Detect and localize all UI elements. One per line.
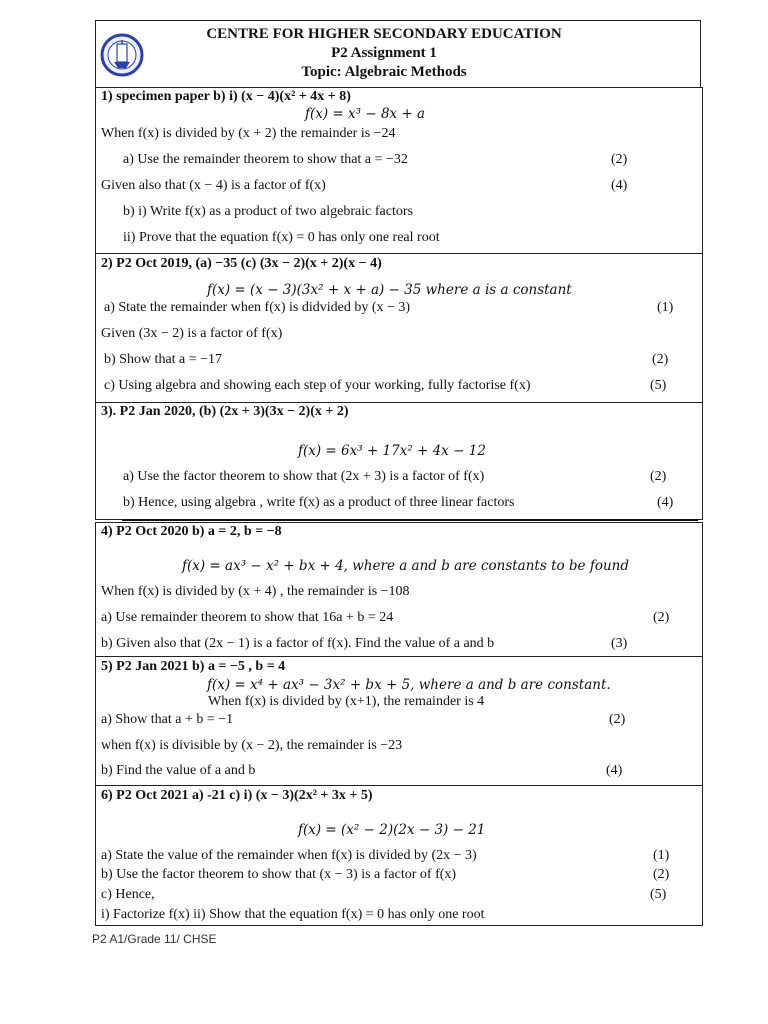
- q1-given-marks: (4): [611, 178, 628, 193]
- q2-part-a: a) State the remainder when f(x) is didvided by (x − 3): [104, 300, 411, 315]
- q2-function: f(x) = (x − 3)(3x² + x + a) − 35 where a is a constant: [207, 282, 572, 298]
- q1-function: f(x) = x³ − 8x + a: [305, 106, 426, 122]
- q4-part-b: b) Given also that (2x − 1) is a factor of f(x). Find the value of a and b: [101, 636, 495, 651]
- q6-title: 6) P2 Oct 2021 a) -21 c) i) (x − 3)(2x² + 3x + 5): [101, 788, 373, 803]
- q1-part-a: a) Use the remainder theorem to show that a = −32: [123, 152, 408, 167]
- q4-title: 4) P2 Oct 2020 b) a = 2, b = −8: [101, 524, 282, 539]
- q2-part-c-marks: (5): [650, 378, 667, 393]
- q2-title: 2) P2 Oct 2019, (a) −35 (c) (3x − 2)(x + 2)(x − 4): [101, 256, 382, 271]
- q5-line2: when f(x) is divisible by (x − 2), the remainder is −23: [101, 738, 403, 753]
- q6-part-a: a) State the value of the remainder when f(x) is divided by (2x − 3): [101, 848, 477, 863]
- q2-part-b-marks: (2): [652, 352, 669, 367]
- q3-part-b: b) Hence, using algebra , write f(x) as a product of three linear factors: [123, 495, 515, 510]
- q6-function: f(x) = (x² − 2)(2x − 3) − 21: [298, 822, 486, 838]
- q2-part-b: b) Show that a = −17: [104, 352, 223, 367]
- q6-part-b: b) Use the factor theorem to show that (x − 3) is a factor of f(x): [101, 867, 457, 882]
- q1-title: 1) specimen paper b) i) (x − 4)(x² + 4x + 8): [101, 89, 351, 104]
- q5-title: 5) P2 Jan 2021 b) a = −5 , b = 4: [101, 659, 286, 674]
- header-line1: CENTRE FOR HIGHER SECONDARY EDUCATION: [206, 26, 562, 42]
- q4-line1: When f(x) is divided by (x + 4) , the remainder is −108: [101, 584, 410, 599]
- q5-part-b-marks: (4): [606, 763, 623, 778]
- q2-part-c: c) Using algebra and showing each step of your working, fully factorise f(x): [104, 378, 531, 393]
- q3-function: f(x) = 6x³ + 17x² + 4x − 12: [298, 443, 486, 459]
- q6-part-c-marks: (5): [650, 887, 667, 902]
- header-line2: P2 Assignment 1: [331, 45, 437, 61]
- q6-part-c: c) Hence,: [101, 887, 155, 902]
- header-topic: Topic: Algebraic Methods: [301, 64, 467, 80]
- q5-part-a: a) Show that a + b = −1: [101, 712, 234, 727]
- q1-part-b-ii: ii) Prove that the equation f(x) = 0 has only one real root: [123, 230, 440, 245]
- q1-given: Given also that (x − 4) is a factor of f(x): [101, 178, 326, 193]
- q4-part-b-marks: (3): [611, 636, 628, 651]
- q5-function: f(x) = x⁴ + ax³ − 3x² + bx + 5, where a and b are constant.: [207, 677, 611, 693]
- q3-part-a-marks: (2): [650, 469, 667, 484]
- q3-divider-rule: [122, 519, 698, 521]
- q4-part-a-marks: (2): [653, 610, 670, 625]
- q3-part-b-marks: (4): [657, 495, 674, 510]
- q6-part-a-marks: (1): [653, 848, 670, 863]
- page-footer: P2 A1/Grade 11/ CHSE: [92, 932, 217, 946]
- q2-given: Given (3x − 2) is a factor of f(x): [101, 326, 283, 341]
- q6-part-b-marks: (2): [653, 867, 670, 882]
- q3-part-a: a) Use the factor theorem to show that (2x + 3) is a factor of f(x): [123, 469, 485, 484]
- q1-part-b-i: b) i) Write f(x) as a product of two algebraic factors: [123, 204, 413, 219]
- q5-part-a-marks: (2): [609, 712, 626, 727]
- q1-part-a-marks: (2): [611, 152, 628, 167]
- q3-title: 3). P2 Jan 2020, (b) (2x + 3)(3x − 2)(x + 2): [101, 404, 349, 419]
- q5-part-b: b) Find the value of a and b: [101, 763, 256, 778]
- q4-function: f(x) = ax³ − x² + bx + 4, where a and b are constants to be found: [182, 558, 629, 574]
- q6-part-c-subparts: i) Factorize f(x) ii) Show that the equation f(x) = 0 has only one root: [101, 907, 485, 922]
- q5-line0: When f(x) is divided by (x+1), the remainder is 4: [208, 694, 485, 709]
- q2-part-a-marks: (1): [657, 300, 674, 315]
- q4-part-a: a) Use remainder theorem to show that 16a + b = 24: [101, 610, 394, 625]
- q1-line1: When f(x) is divided by (x + 2) the remainder is −24: [101, 126, 396, 141]
